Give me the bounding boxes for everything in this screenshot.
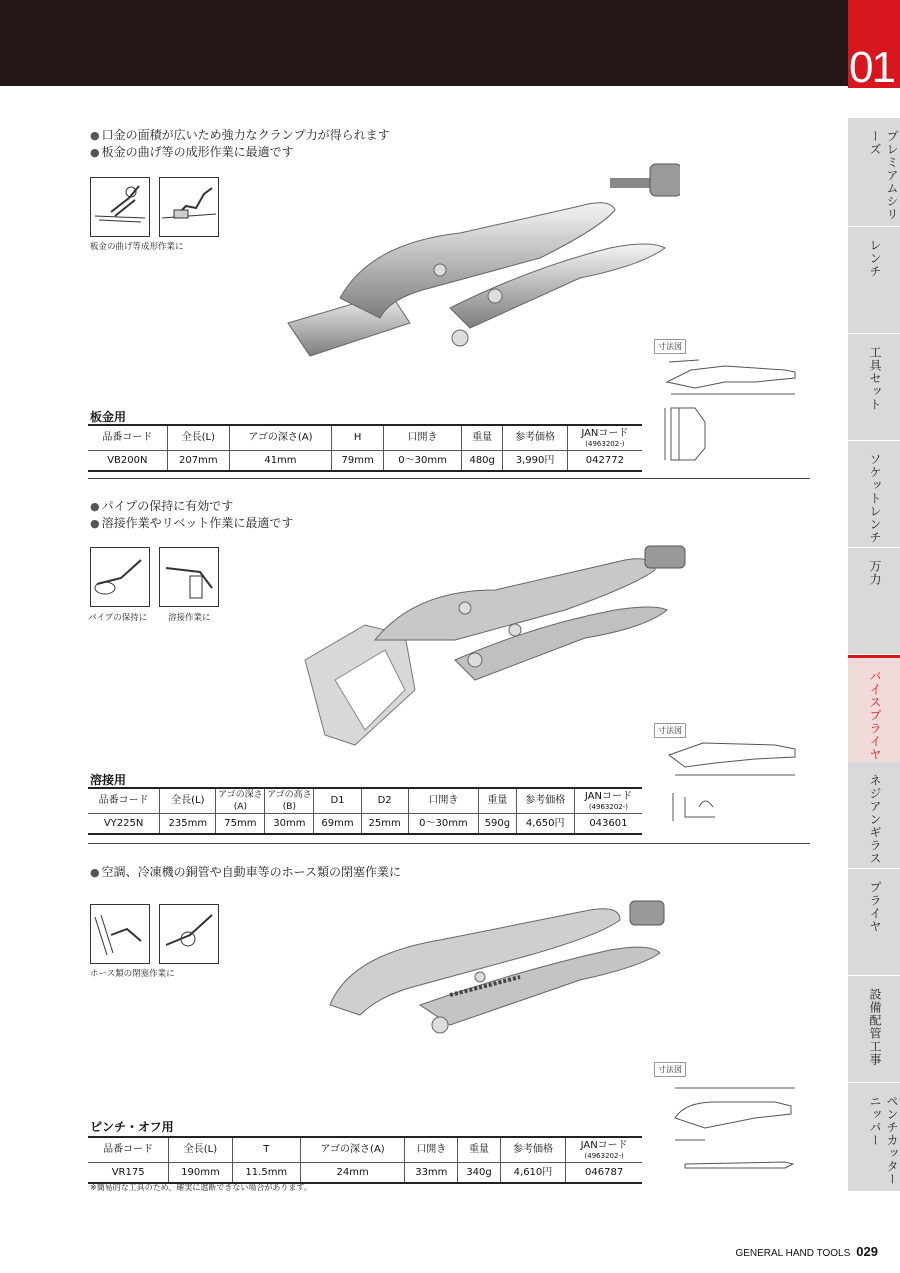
feature-list <box>90 498 293 532</box>
table-cell: VY225N <box>88 814 160 835</box>
vy225n-product-photo <box>295 530 695 760</box>
tab-label: ソケットレンチ <box>868 453 882 544</box>
usage-illustration <box>159 547 219 607</box>
table-row <box>88 1163 642 1184</box>
tab-socket-wrench[interactable] <box>848 441 900 548</box>
tab-vise[interactable] <box>848 548 900 655</box>
table-cell: 590g <box>479 814 517 835</box>
table-cell: 69mm <box>314 814 361 835</box>
table-cell: 0〜30mm <box>408 814 478 835</box>
table-cell: 480g <box>461 451 502 472</box>
column-header: 口開き <box>384 425 462 451</box>
usage-illustration <box>159 177 219 237</box>
column-header-jan: JANコード (4963202-) <box>574 788 642 814</box>
table-cell: 0〜30mm <box>384 451 462 472</box>
usage-caption: 溶接作業に <box>168 613 211 623</box>
section-title: ピンチ・オフ用 <box>90 1120 174 1134</box>
table-cell: 207mm <box>167 451 229 472</box>
table-cell: 24mm <box>301 1163 405 1184</box>
column-header: 全長(L) <box>167 425 229 451</box>
section-divider <box>88 843 810 844</box>
usage-illustration <box>90 177 150 237</box>
tab-label: 工具セット <box>868 346 882 411</box>
feature-list <box>90 864 401 881</box>
table-cell: VB200N <box>88 451 167 472</box>
spec-table <box>88 424 642 472</box>
column-header: アゴの高さ(B) <box>265 788 314 814</box>
table-cell: 340g <box>458 1163 500 1184</box>
table-cell: 3,990円 <box>503 451 567 472</box>
column-header: 全長(L) <box>160 788 216 814</box>
section-divider <box>88 478 810 479</box>
table-cell: 25mm <box>361 814 408 835</box>
usage-caption: パイプの保持に <box>88 613 148 623</box>
column-header: D1 <box>314 788 361 814</box>
table-cell: 4,650円 <box>516 814 574 835</box>
column-header: 口開き <box>408 788 478 814</box>
column-header: 全長(L) <box>169 1137 232 1163</box>
tab-cutters[interactable] <box>848 1083 900 1192</box>
column-header-jan: JANコード (4963202-) <box>567 425 642 451</box>
column-header-jan: JANコード (4963202-) <box>566 1137 642 1163</box>
table-cell: 33mm <box>405 1163 458 1184</box>
column-header: 口開き <box>405 1137 458 1163</box>
table-cell: 30mm <box>265 814 314 835</box>
dimension-drawing-label: 寸法図 <box>654 1062 686 1077</box>
column-header: 参考価格 <box>500 1137 566 1163</box>
usage-illustration <box>159 904 219 964</box>
tab-label: 設備配管工事 <box>868 988 882 1066</box>
column-header: アゴの深さ(A) <box>216 788 265 814</box>
tab-premium-series[interactable] <box>848 118 900 227</box>
usage-caption: 板金の曲げ等成形作業に <box>90 242 184 252</box>
tab-label: バイスプライヤ <box>868 670 882 761</box>
table-cell: 75mm <box>216 814 265 835</box>
feature-item: ● 板金の曲げ等の成形作業に最適です <box>90 144 390 161</box>
usage-caption: ホース類の閉塞作業に <box>90 969 175 979</box>
vb200n-product-photo <box>280 148 680 373</box>
footnote: ※簡易的な工具のため、確実に遮断できない場合があります。 <box>90 1183 312 1192</box>
table-cell: 043601 <box>574 814 642 835</box>
table-cell: 046787 <box>566 1163 642 1184</box>
spec-table <box>88 787 642 835</box>
dimension-drawing-label: 寸法図 <box>654 723 686 738</box>
header-bar <box>0 0 848 86</box>
feature-item: ● 口金の面積が広いため強力なクランプ力が得られます <box>90 127 390 144</box>
vr175-dimension-drawing <box>655 1078 805 1178</box>
column-header: 重量 <box>479 788 517 814</box>
feature-item: ● パイプの保持に有効です <box>90 498 293 515</box>
table-cell: 190mm <box>169 1163 232 1184</box>
tab-tool-set[interactable] <box>848 334 900 441</box>
tab-label: ネジアンギラス <box>868 774 882 865</box>
table-cell: 41mm <box>229 451 331 472</box>
vb200n-dimension-drawing <box>655 352 805 464</box>
feature-item: ● 空調、冷凍機の銅管や自動車等のホース類の閉塞作業に <box>90 864 401 881</box>
tab-screw-angirus[interactable] <box>848 762 900 869</box>
usage-illustration <box>90 904 150 964</box>
column-header: 品番コード <box>88 1137 169 1163</box>
spec-table <box>88 1136 642 1184</box>
table-cell: VR175 <box>88 1163 169 1184</box>
section-title: 溶接用 <box>90 773 127 787</box>
usage-illustration <box>90 547 150 607</box>
tab-label: プレミアムシリーズ <box>868 130 899 221</box>
table-cell: 79mm <box>332 451 384 472</box>
table-row <box>88 451 642 472</box>
tab-label: レンチ <box>868 239 882 278</box>
feature-item: ● 溶接作業やリベット作業に最適です <box>90 515 293 532</box>
tab-wrench[interactable] <box>848 227 900 334</box>
vy225n-dimension-drawing <box>655 737 805 837</box>
table-row <box>88 814 642 835</box>
tab-pliers[interactable] <box>848 869 900 976</box>
column-header: アゴの深さ(A) <box>229 425 331 451</box>
column-header: D2 <box>361 788 408 814</box>
column-header: アゴの深さ(A) <box>301 1137 405 1163</box>
tab-plumbing[interactable] <box>848 976 900 1083</box>
page-footer <box>735 1244 878 1259</box>
column-header: 品番コード <box>88 425 167 451</box>
table-cell: 4,610円 <box>500 1163 566 1184</box>
column-header: 参考価格 <box>503 425 567 451</box>
chapter-badge <box>848 0 900 92</box>
page-number: 029 <box>856 1244 878 1259</box>
column-header: H <box>332 425 384 451</box>
column-header: 重量 <box>461 425 502 451</box>
tab-label: プライヤ <box>868 881 882 933</box>
section-title: 板金用 <box>90 410 127 424</box>
table-cell: 042772 <box>567 451 642 472</box>
dimension-drawing-label: 寸法図 <box>654 339 686 354</box>
footer-label: GENERAL HAND TOOLS <box>735 1248 851 1259</box>
vr175-product-photo <box>320 885 680 1055</box>
column-header: T <box>232 1137 300 1163</box>
tab-label: 万力 <box>868 560 882 586</box>
table-cell: 11.5mm <box>232 1163 300 1184</box>
table-cell: 235mm <box>160 814 216 835</box>
column-header: 重量 <box>458 1137 500 1163</box>
column-header: 参考価格 <box>516 788 574 814</box>
column-header: 品番コード <box>88 788 160 814</box>
chapter-number: 01 <box>849 43 894 92</box>
tab-vise-pliers[interactable] <box>848 655 900 763</box>
tab-label: ペンチカッターニッパー <box>868 1095 899 1186</box>
